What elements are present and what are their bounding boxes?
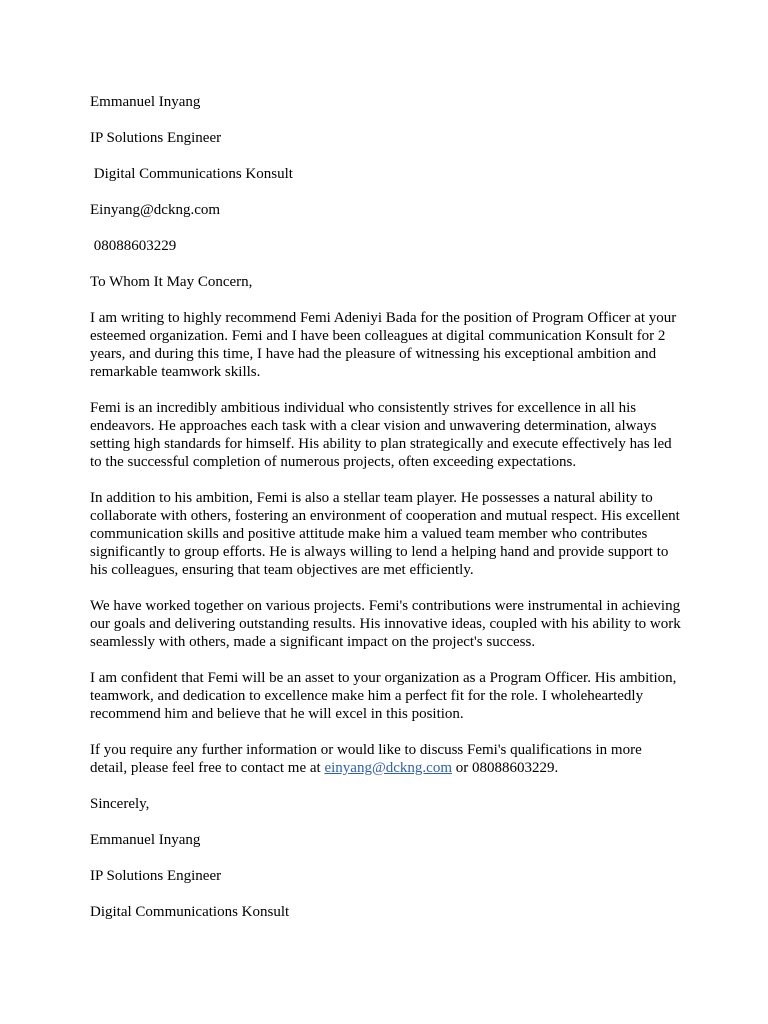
body-paragraph-intro: I am writing to highly recommend Femi Adeniyi Bada for the position of Program Officer at your esteemed organization. Femi and I have been colleagues at digital communication Konsult for 2 years, and during this time, I have had the pleasure of witnessing his exceptional ambition and remarkable teamwork skills.	[90, 310, 677, 380]
sender-company: Digital Communications Konsult	[90, 166, 293, 182]
signature-company: Digital Communications Konsult	[90, 904, 290, 920]
sender-name: Emmanuel Inyang	[90, 94, 201, 110]
body-paragraph-projects: We have worked together on various projects. Femi's contributions were instrumental in achieving our goals and delivering outstanding results. His innovative ideas, coupled with his ability to work seamlessly with others, made a significant impact on the project's success.	[90, 598, 681, 650]
sender-email: Einyang@dckng.com	[90, 202, 221, 218]
closing: Sincerely,	[90, 796, 150, 812]
email-link[interactable]: einyang@dckng.com	[324, 760, 452, 776]
salutation: To Whom It May Concern,	[90, 274, 253, 290]
sender-title: IP Solutions Engineer	[90, 130, 222, 146]
sender-phone: 08088603229	[90, 238, 177, 254]
signature-title: IP Solutions Engineer	[90, 868, 222, 884]
contact-text-after: or 08088603229.	[452, 760, 559, 776]
recommendation-letter	[90, 93, 682, 939]
body-paragraph-recommendation: I am confident that Femi will be an asset to your organization as a Program Officer. His ambition, teamwork, and dedication to excellence make him a perfect fit for the role. I wholeheartedly recommend him and believe that he will excel in this position.	[90, 670, 677, 722]
body-paragraph-ambition: Femi is an incredibly ambitious individual who consistently strives for excellence in all his endeavors. He approaches each task with a clear vision and unwavering determination, always setting high standards for himself. His ability to plan strategically and execute effectively has led to the successful completion of numerous projects, often exceeding expectations.	[90, 400, 672, 470]
signature-name: Emmanuel Inyang	[90, 832, 201, 848]
contact-text-before: If you require any further information or would like to discuss Femi's qualifications in more detail, please feel free to contact me at	[90, 742, 642, 776]
body-paragraph-teamwork: In addition to his ambition, Femi is also a stellar team player. He possesses a natural ability to collaborate with others, fostering an environment of cooperation and mutual respect. His excellent communication skills and positive attitude make him a valued team member who contributes significantly to group efforts. He is always willing to lend a helping hand and provide support to his colleagues, ensuring that team objectives are met efficiently.	[90, 490, 680, 578]
body-paragraph-contact	[90, 741, 682, 777]
